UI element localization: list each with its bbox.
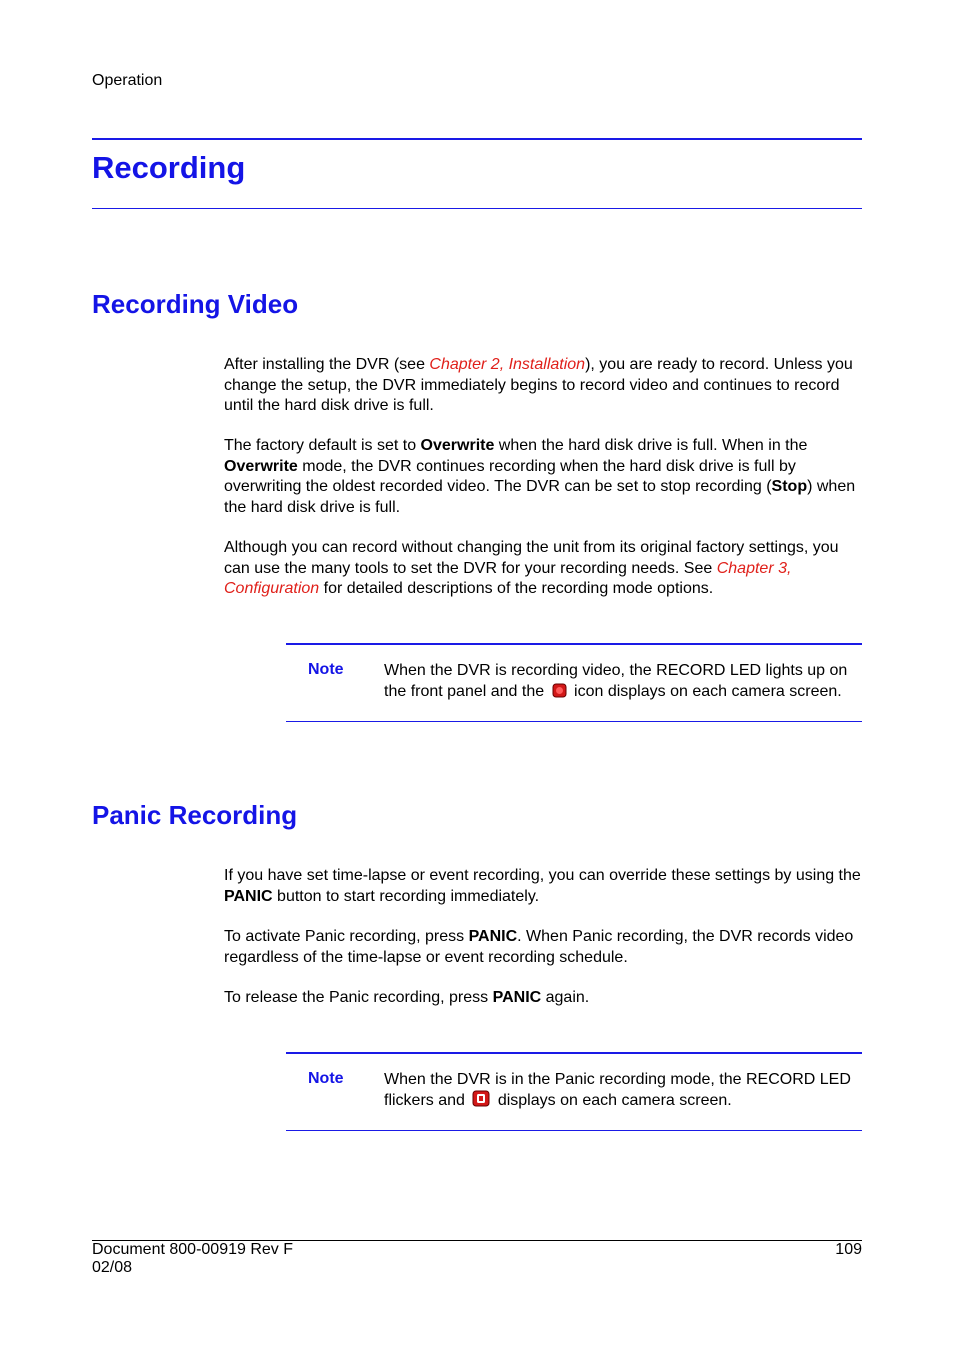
title-rule-top: [92, 138, 862, 140]
footer-doc-id: Document 800-00919 Rev F: [92, 1241, 293, 1258]
note-box: [286, 1052, 862, 1131]
note-text: When the DVR is in the Panic recording mode, the RECORD LED flickers and displays on each camera screen.: [384, 1069, 868, 1113]
footer-date: 02/08: [92, 1259, 133, 1276]
footer-doc-info: [92, 1241, 293, 1277]
paragraph: After installing the DVR (see Chapter 2, Installation), you are ready to record. Unless you change the setup, the DVR immediately begins to record video and continues to record until the hard disk drive is full.: [224, 356, 853, 414]
note-label: Note: [308, 661, 344, 678]
title-rule-bottom: [92, 208, 862, 209]
note-text: When the DVR is recording video, the RECORD LED lights up on the front panel and the icon displays on each camera screen.: [384, 660, 868, 704]
chapter-title: Recording: [92, 150, 246, 185]
section-title-panic-recording: Panic Recording: [92, 800, 298, 830]
paragraph: If you have set time-lapse or event recording, you can override these settings by using the PANIC button to start recording immediately.: [224, 867, 861, 905]
paragraph: To activate Panic recording, press PANIC. When Panic recording, the DVR records video regardless of the time-lapse or event recording schedule.: [224, 928, 854, 966]
chapter-link[interactable]: Chapter 2, Installation: [429, 356, 586, 373]
paragraph: The factory default is set to Overwrite when the hard disk drive is full. When in the Overwrite mode, the DVR continues recording when the hard disk drive is full by overwriting the oldest recorded video. The DVR can be set to stop recording (Stop) when the hard disk drive is full.: [224, 437, 856, 516]
section-title-recording-video: Recording Video: [92, 289, 299, 319]
chapter-link[interactable]: Chapter 3, Configuration: [224, 559, 792, 597]
note-label: Note: [308, 1070, 344, 1087]
paragraph: Although you can record without changing the unit from its original factory settings, you can use the many tools to set the DVR for your recording needs. See Chapter 3, Configuration for detailed descriptions of the recording mode options.: [224, 539, 839, 597]
paragraph: To release the Panic recording, press PANIC again.: [224, 989, 590, 1006]
record-icon: [552, 683, 567, 704]
running-head: Operation: [92, 72, 163, 89]
note-box: [286, 643, 862, 722]
page-number: 109: [835, 1241, 862, 1258]
panic-record-icon: [472, 1090, 490, 1113]
